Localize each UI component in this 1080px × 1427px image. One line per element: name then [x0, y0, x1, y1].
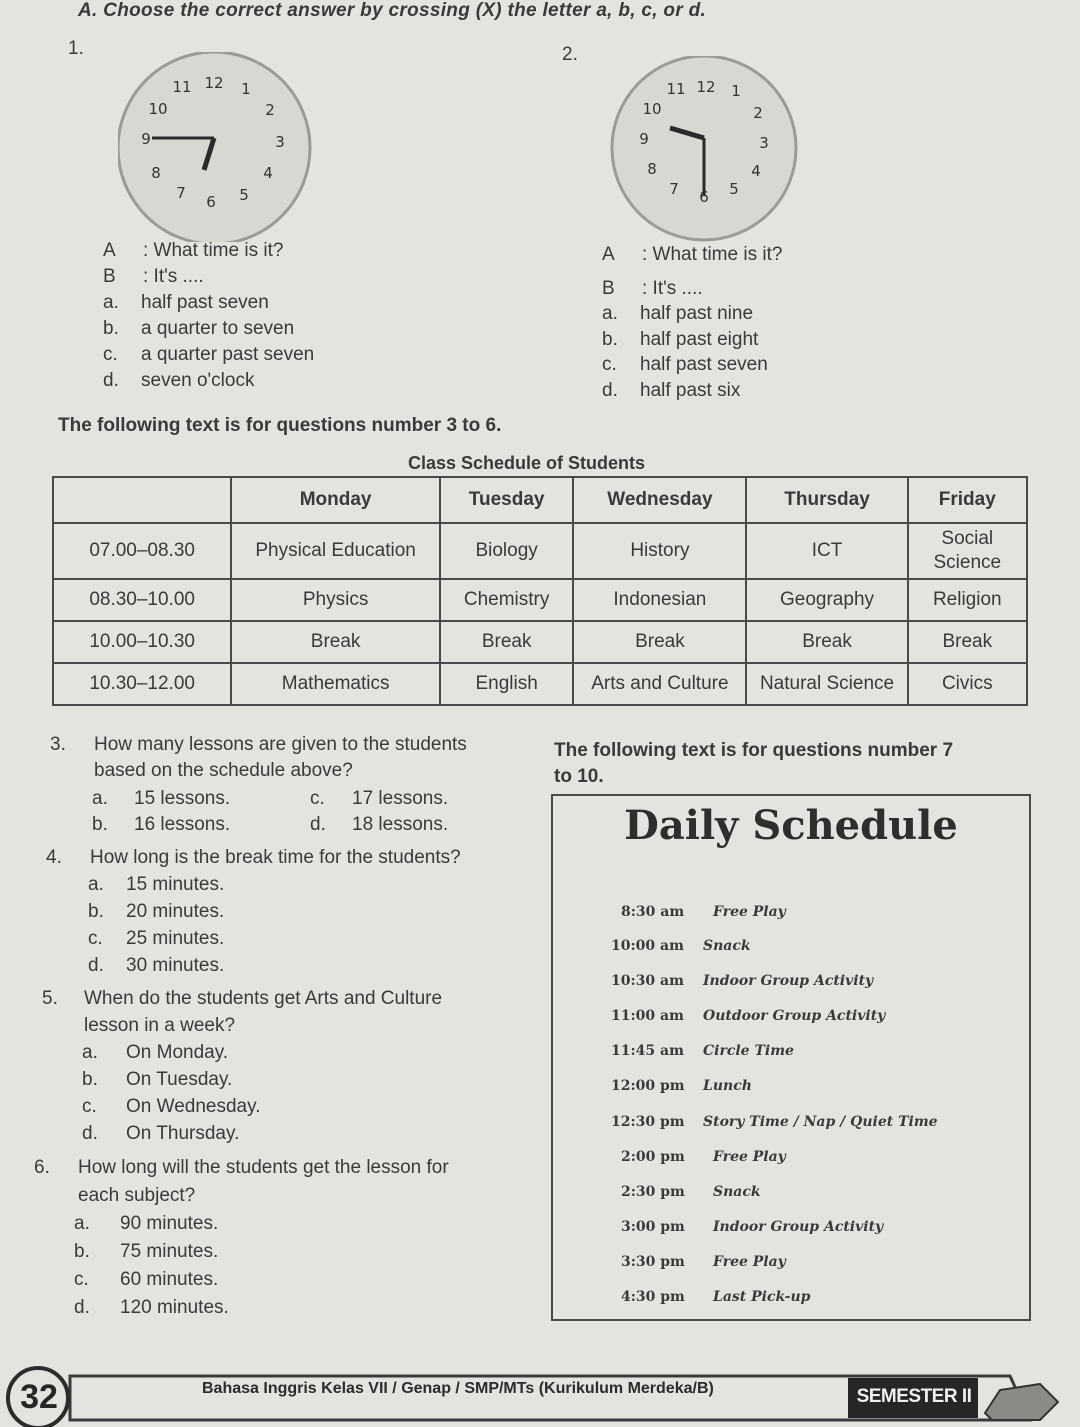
clock-number: 4	[263, 164, 273, 182]
q4-number: 4.	[46, 847, 62, 868]
clock-number: 8	[647, 160, 657, 178]
option-text[interactable]: 60 minutes.	[120, 1269, 219, 1290]
clock-number: 7	[669, 180, 679, 198]
option-letter[interactable]: d.	[82, 1123, 98, 1144]
header-cell	[53, 477, 231, 523]
section-7-10-line1: The following text is for questions number 7	[554, 740, 954, 761]
question-3	[50, 732, 540, 838]
q6-text: How long will the students get the lesson for	[78, 1157, 449, 1178]
section-7-10-title	[554, 738, 953, 790]
q5-text-cont: lesson in a week?	[84, 1015, 236, 1036]
schedule-time: 3:00 pm	[621, 1219, 685, 1235]
schedule-activity: Snack	[713, 1184, 761, 1200]
option-letter[interactable]: a.	[82, 1042, 98, 1063]
table-cell: Break	[746, 621, 907, 663]
clock-number: 9	[639, 130, 649, 148]
option-text[interactable]: 120 minutes.	[120, 1297, 229, 1318]
schedule-activity: Indoor Group Activity	[703, 973, 874, 989]
table-cell: Break	[231, 621, 440, 663]
dialog-line: : What time is it?	[143, 240, 284, 261]
table-cell: Physics	[231, 579, 440, 621]
clock-number: 5	[239, 186, 249, 204]
table-cell: Civics	[908, 663, 1027, 705]
option-text[interactable]: On Wednesday.	[126, 1096, 261, 1117]
option-letter[interactable]: a.	[74, 1213, 90, 1234]
option-letter[interactable]: d.	[310, 814, 326, 835]
clock-number: 9	[141, 130, 151, 148]
q1-dialog	[103, 238, 314, 394]
schedule-time: 8:30 am	[621, 904, 685, 920]
option-text[interactable]: a quarter past seven	[141, 344, 315, 365]
q6-number: 6.	[34, 1157, 50, 1178]
table-cell: Geography	[746, 579, 907, 621]
clock-number: 7	[176, 184, 186, 202]
q3-text-cont: based on the schedule above?	[94, 760, 353, 781]
section-3-6-title: The following text is for questions number 3 to 6.	[58, 415, 502, 436]
option-text[interactable]: On Monday.	[126, 1042, 229, 1063]
table-cell: Break	[573, 621, 746, 663]
schedule-activity: Snack	[703, 938, 751, 954]
table-cell: Chemistry	[440, 579, 573, 621]
option-text[interactable]: a quarter to seven	[141, 318, 295, 339]
option-letter[interactable]: b.	[92, 814, 108, 835]
schedule-time: 12:00 pm	[611, 1078, 685, 1094]
table-cell: Physical Education	[231, 523, 440, 579]
question-6	[34, 1154, 534, 1322]
clock-number: 2	[265, 101, 275, 119]
q3-text: How many lessons are given to the students	[94, 734, 467, 755]
book-title: Bahasa Inggris Kelas VII / Genap / SMP/MTs (Kurikulum Merdeka/B)	[202, 1380, 714, 1397]
schedule-time: 3:30 pm	[621, 1254, 685, 1270]
table-cell: Indonesian	[573, 579, 746, 621]
q2-clock	[610, 56, 810, 246]
table-cell: ICT	[746, 523, 907, 579]
schedule-time: 4:30 pm	[621, 1289, 685, 1305]
option-letter[interactable]: c.	[82, 1096, 97, 1117]
clock-number: 11	[172, 78, 192, 96]
dialog-line: : It's ....	[143, 266, 204, 287]
class-schedule-table	[52, 476, 1028, 706]
question-5	[42, 985, 532, 1147]
table-header-row	[53, 477, 1027, 523]
option-letter[interactable]: b.	[103, 318, 119, 339]
option-text[interactable]: 15 minutes.	[126, 874, 225, 895]
clock-number: 12	[696, 78, 716, 96]
schedule-time: 10:30 am	[611, 973, 684, 989]
option-text[interactable]: half past seven	[141, 292, 269, 313]
clock-number: 1	[241, 80, 251, 98]
option-letter[interactable]: d.	[103, 370, 119, 391]
page-number: 32	[20, 1378, 58, 1416]
schedule-activity: Circle Time	[703, 1043, 794, 1059]
question-4	[46, 844, 536, 979]
schedule-time: 11:45 am	[611, 1043, 684, 1059]
option-letter[interactable]: c.	[88, 928, 103, 949]
option-letter[interactable]: b.	[82, 1069, 98, 1090]
option-letter[interactable]: a.	[88, 874, 104, 895]
option-text[interactable]: half past six	[640, 379, 741, 401]
table-cell: History	[573, 523, 746, 579]
clock-number: 3	[759, 134, 769, 152]
q6-text-cont: each subject?	[78, 1185, 196, 1206]
schedule-time: 12:30 pm	[611, 1114, 685, 1130]
table-cell: Break	[908, 621, 1027, 663]
schedule-activity: Free Play	[713, 904, 786, 920]
q3-number: 3.	[50, 734, 66, 755]
schedule-time: 2:30 pm	[621, 1184, 685, 1200]
header-cell: Thursday	[746, 477, 907, 523]
option-letter[interactable]: b.	[74, 1241, 90, 1262]
schedule-time: 11:00 am	[611, 1008, 684, 1024]
table-cell: Religion	[908, 579, 1027, 621]
option-text[interactable]: 25 minutes.	[126, 928, 225, 949]
speaker: A	[602, 244, 615, 265]
page-footer	[0, 1358, 1080, 1427]
schedule-time: 2:00 pm	[621, 1149, 685, 1165]
header-cell: Wednesday	[573, 477, 746, 523]
header-cell: Monday	[231, 477, 440, 523]
option-letter[interactable]: c.	[103, 344, 118, 365]
speaker: A	[103, 240, 116, 261]
header-cell: Tuesday	[440, 477, 573, 523]
daily-schedule-box	[551, 794, 1031, 1321]
table-cell: Social Science	[908, 523, 1027, 579]
option-letter[interactable]: d.	[602, 379, 618, 401]
clock-number: 1	[731, 82, 741, 100]
option-letter[interactable]: a.	[103, 292, 119, 313]
clock-number: 8	[151, 164, 161, 182]
class-schedule-title: Class Schedule of Students	[408, 453, 646, 473]
header-cell: Friday	[908, 477, 1027, 523]
option-letter[interactable]: b.	[602, 328, 618, 350]
clock-number: 4	[751, 162, 761, 180]
schedule-activity: Lunch	[703, 1078, 752, 1094]
time-cell: 08.30–10.00	[53, 579, 231, 621]
option-text[interactable]: 30 minutes.	[126, 955, 225, 976]
speaker: B	[602, 277, 615, 299]
q2-dialog	[602, 242, 782, 403]
option-text[interactable]: seven o'clock	[141, 370, 255, 391]
option-letter[interactable]: c.	[74, 1269, 89, 1290]
option-letter[interactable]: d.	[88, 955, 104, 976]
option-letter[interactable]: c.	[310, 788, 325, 809]
dialog-line: : It's ....	[642, 277, 703, 299]
option-letter[interactable]: b.	[88, 901, 104, 922]
clock-number: 6	[699, 188, 709, 206]
option-letter[interactable]: a.	[602, 303, 618, 324]
table-row	[53, 621, 1027, 663]
section-7-10-line2: to 10.	[554, 766, 604, 787]
dialog-line: : What time is it?	[642, 244, 783, 265]
option-text[interactable]: half past seven	[640, 354, 768, 375]
clock-number: 10	[642, 100, 662, 118]
clock-number: 3	[275, 133, 285, 151]
option-text[interactable]: On Thursday.	[126, 1123, 240, 1144]
clock-number: 5	[729, 180, 739, 198]
table-row	[53, 663, 1027, 705]
option-text[interactable]: half past nine	[640, 303, 754, 324]
option-text[interactable]: 90 minutes.	[120, 1213, 219, 1234]
clock-number: 11	[666, 80, 686, 98]
q5-text: When do the students get Arts and Culture	[84, 988, 443, 1009]
option-text[interactable]: 16 lessons.	[134, 814, 231, 835]
table-cell: Arts and Culture	[573, 663, 746, 705]
option-text[interactable]: 18 lessons.	[352, 814, 449, 835]
option-text[interactable]: 15 lessons.	[134, 788, 231, 809]
option-letter[interactable]: c.	[602, 354, 617, 375]
option-text[interactable]: 75 minutes.	[120, 1241, 219, 1262]
schedule-activity: Last Pick-up	[713, 1289, 811, 1305]
semester-badge: SEMESTER II	[856, 1386, 972, 1407]
schedule-activity: Free Play	[713, 1254, 786, 1270]
time-cell: 10.00–10.30	[53, 621, 231, 663]
q4-text: How long is the break time for the students?	[90, 847, 461, 868]
table-row	[53, 523, 1027, 579]
clock-number: 2	[753, 104, 763, 122]
time-cell: 07.00–08.30	[53, 523, 231, 579]
option-text[interactable]: 17 lessons.	[352, 788, 449, 809]
instruction: A. Choose the correct answer by crossing (X) the letter a, b, c, or d.	[78, 0, 707, 21]
schedule-activity: Indoor Group Activity	[713, 1219, 884, 1235]
option-text[interactable]: half past eight	[640, 328, 759, 350]
table-cell: Natural Science	[746, 663, 907, 705]
schedule-activity: Outdoor Group Activity	[703, 1008, 886, 1024]
q5-number: 5.	[42, 988, 58, 1009]
schedule-activity: Story Time / Nap / Quiet Time	[703, 1114, 938, 1130]
clock-number: 6	[206, 193, 216, 211]
table-cell: English	[440, 663, 573, 705]
q2-number: 2.	[562, 44, 578, 65]
schedule-time: 10:00 am	[611, 938, 684, 954]
option-letter[interactable]: a.	[92, 788, 108, 809]
table-cell: Biology	[440, 523, 573, 579]
daily-schedule-title: Daily Schedule	[624, 802, 958, 849]
table-cell: Break	[440, 621, 573, 663]
option-text[interactable]: On Tuesday.	[126, 1069, 233, 1090]
schedule-activity: Free Play	[713, 1149, 786, 1165]
table-cell: Mathematics	[231, 663, 440, 705]
option-letter[interactable]: d.	[74, 1297, 90, 1318]
clock-number: 10	[148, 100, 168, 118]
time-cell: 10.30–12.00	[53, 663, 231, 705]
speaker: B	[103, 266, 116, 287]
q1-number: 1.	[68, 38, 84, 59]
clock-number: 12	[204, 74, 224, 92]
table-row	[53, 579, 1027, 621]
option-text[interactable]: 20 minutes.	[126, 901, 225, 922]
q1-clock	[118, 52, 318, 242]
